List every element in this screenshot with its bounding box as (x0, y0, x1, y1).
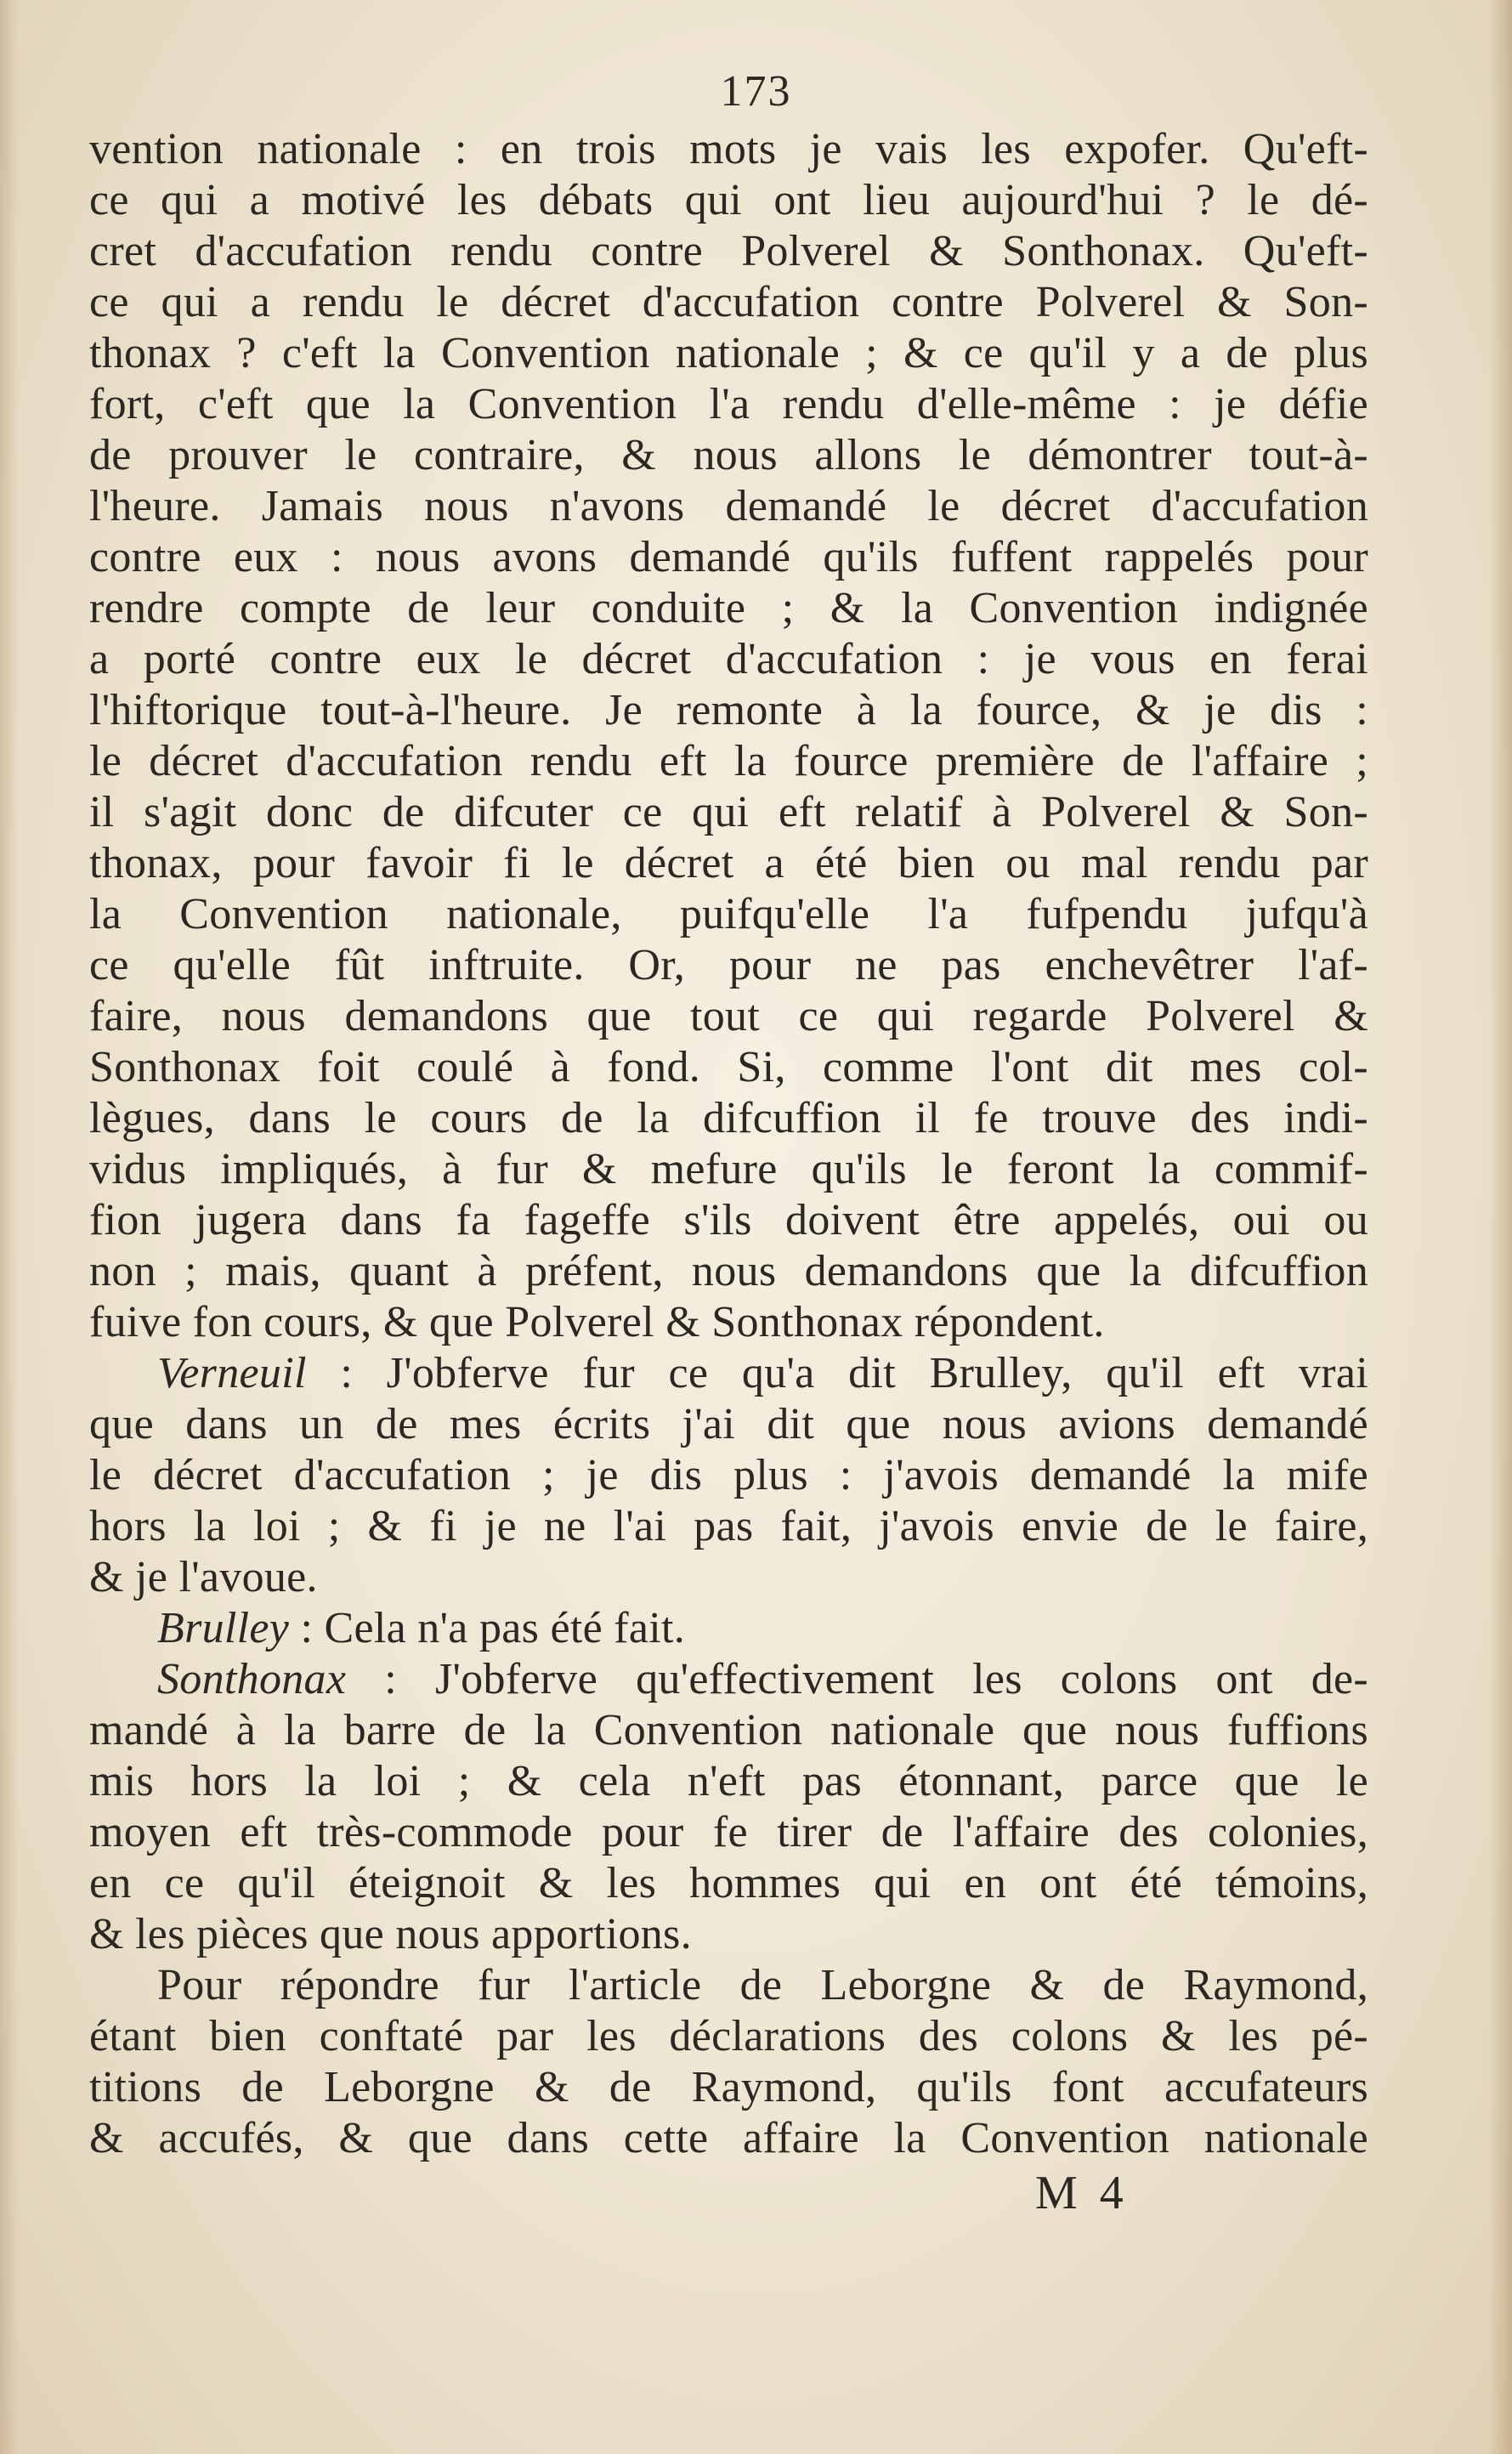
line-text: : J'obferve fur ce qu'a dit Brulley, qu'il eft vrai (306, 1349, 1368, 1397)
text-line (89, 1960, 1368, 2011)
line-text: Sonthonax foit coulé à fond. Si, comme l'ont dit mes col- (89, 1043, 1368, 1091)
text-line (89, 1501, 1368, 1552)
text-line (89, 1348, 1368, 1399)
line-text: fort, c'eft que la Convention l'a rendu d'elle-même : je défie (89, 380, 1368, 428)
text-line (89, 1858, 1368, 1909)
text-line (89, 1450, 1368, 1501)
text-line (89, 1093, 1368, 1144)
line-text: étant bien conftaté par les déclarations des colons & les pé- (89, 2012, 1368, 2060)
text-line (89, 2113, 1368, 2164)
page-number: 173 (720, 67, 792, 116)
speaker-name: Brulley (157, 1604, 290, 1652)
text-line (89, 1603, 1368, 1654)
text-line (89, 634, 1368, 685)
line-text: thonax ? c'eft la Convention nationale ; & ce qu'il y a de plus (89, 329, 1368, 377)
line-text: non ; mais, quant à préfent, nous demandons que la difcuffion (89, 1247, 1368, 1295)
text-line (89, 430, 1368, 481)
line-text: cret d'accufation rendu contre Polverel & Sonthonax. Qu'eft- (89, 227, 1368, 275)
line-text: vidus impliqués, à fur & mefure qu'ils le feront la commif- (89, 1145, 1368, 1193)
text-line (89, 787, 1368, 838)
text-line (89, 685, 1368, 736)
text-line (89, 175, 1368, 226)
line-text: titions de Leborgne & de Raymond, qu'ils font accufateurs (89, 2063, 1368, 2111)
line-text: en ce qu'il éteignoit & les hommes qui en ont été témoins, (89, 1859, 1368, 1907)
text-line (89, 124, 1368, 175)
speaker-name: Sonthonax (157, 1655, 347, 1703)
line-text: rendre compte de leur conduite ; & la Convention indignée (89, 584, 1368, 632)
text-line (89, 1552, 1368, 1603)
text-line (89, 2062, 1368, 2113)
line-text: : Cela n'a pas été fait. (289, 1604, 686, 1652)
line-text: de prouver le contraire, & nous allons le démontrer tout-à- (89, 431, 1368, 479)
signature-mark: M 4 (1035, 2167, 1129, 2219)
text-line (89, 838, 1368, 889)
text-line (89, 1807, 1368, 1858)
text-line (89, 1246, 1368, 1297)
page-edge-left (0, 0, 19, 2454)
line-text: & accufés, & que dans cette affaire la Convention nationale (89, 2114, 1368, 2162)
text-line (89, 1399, 1368, 1450)
text-line (89, 1144, 1368, 1195)
line-text: l'heure. Jamais nous n'avons demandé le décret d'accufation (89, 482, 1368, 530)
text-line (89, 1654, 1368, 1705)
line-text: le décret d'accufation rendu eft la fource première de l'affaire ; (89, 737, 1368, 785)
line-text: l'hiftorique tout-à-l'heure. Je remonte à la fource, & je dis : (89, 686, 1368, 734)
text-line (89, 1909, 1368, 1960)
text-line (89, 1195, 1368, 1246)
text-line (89, 583, 1368, 634)
body-text (89, 124, 1368, 2164)
line-text: mandé à la barre de la Convention nationale que nous fuffions (89, 1706, 1368, 1754)
line-text: & les pièces que nous apportions. (89, 1910, 692, 1958)
line-text: contre eux : nous avons demandé qu'ils fuffent rappelés pour (89, 533, 1368, 581)
text-line (89, 1297, 1368, 1348)
line-text: & je l'avoue. (89, 1553, 318, 1601)
text-line (89, 1756, 1368, 1807)
line-text: il s'agit donc de difcuter ce qui eft relatif à Polverel & Son- (89, 788, 1368, 836)
line-text: ce qui a rendu le décret d'accufation contre Polverel & Son- (89, 278, 1368, 326)
speaker-name: Verneuil (157, 1349, 307, 1397)
text-line (89, 328, 1368, 379)
text-line (89, 2011, 1368, 2062)
page-edge-right (1488, 0, 1512, 2454)
line-text: vention nationale : en trois mots je vais les expofer. Qu'eft- (89, 125, 1368, 173)
text-line (89, 532, 1368, 583)
line-text: fuive fon cours, & que Polverel & Sonthonax répondent. (89, 1298, 1105, 1346)
line-text: Pour répondre fur l'article de Leborgne & de Raymond, (157, 1961, 1368, 2009)
text-line (89, 991, 1368, 1042)
text-line (89, 277, 1368, 328)
line-text: ce qui a motivé les débats qui ont lieu aujourd'hui ? le dé- (89, 176, 1368, 224)
line-text: moyen eft très-commode pour fe tirer de l'affaire des colonies, (89, 1808, 1368, 1856)
text-line (89, 1705, 1368, 1756)
text-line (89, 889, 1368, 940)
line-text: faire, nous demandons que tout ce qui regarde Polverel & (89, 992, 1368, 1040)
text-line (89, 481, 1368, 532)
line-text: hors la loi ; & fi je ne l'ai pas fait, j'avois envie de le faire, (89, 1502, 1368, 1550)
line-text: le décret d'accufation ; je dis plus : j'avois demandé la mife (89, 1451, 1368, 1499)
line-text: : J'obferve qu'effectivement les colons ont de- (346, 1655, 1368, 1703)
text-line (89, 940, 1368, 991)
text-line (89, 736, 1368, 787)
line-text: ce qu'elle fût inftruite. Or, pour ne pas enchevêtrer l'af- (89, 941, 1368, 989)
text-line (89, 1042, 1368, 1093)
line-text: fion jugera dans fa fageffe s'ils doivent être appelés, oui ou (89, 1196, 1368, 1244)
text-line (89, 379, 1368, 430)
text-line (89, 226, 1368, 277)
line-text: a porté contre eux le décret d'accufation : je vous en ferai (89, 635, 1368, 683)
line-text: lègues, dans le cours de la difcuffion il fe trouve des indi- (89, 1094, 1368, 1142)
line-text: la Convention nationale, puifqu'elle l'a fufpendu jufqu'à (89, 890, 1368, 938)
line-text: mis hors la loi ; & cela n'eft pas étonnant, parce que le (89, 1757, 1368, 1805)
line-text: thonax, pour favoir fi le décret a été bien ou mal rendu par (89, 839, 1368, 887)
line-text: que dans un de mes écrits j'ai dit que nous avions demandé (89, 1400, 1368, 1448)
